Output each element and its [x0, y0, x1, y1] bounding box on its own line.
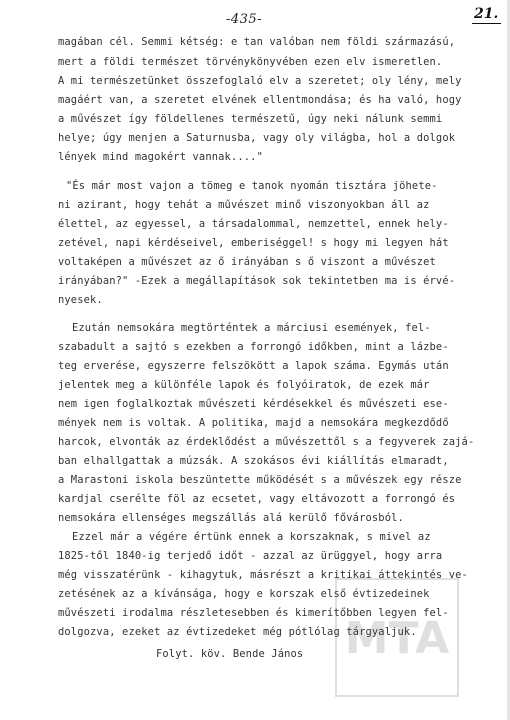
- body-line: teg erverése, egyszerre felszökött a lapok száma. Egymás után: [58, 360, 449, 372]
- body-line: művészeti irodalma részletesebben és kimerítőbben legyen fel-: [58, 607, 449, 619]
- body-line: harcok, elvonták az érdeklődést a művészettől s a fegyverek zajá-: [58, 436, 475, 448]
- body-line: dolgozva, ezeket az évtizedeket még pótlólag tárgyaljuk.: [58, 626, 417, 638]
- body-line: a művészet így földellenes természetű, úgy neki nálunk semmi: [58, 113, 443, 125]
- body-line: ban elhallgattak a múzsák. A szokásos évi kiállítás elmaradt,: [58, 455, 449, 467]
- body-line: Ezzel már a végére értünk ennek a korszaknak, s mivel az: [72, 531, 431, 543]
- body-line: még visszatérünk - kihagytuk, másrészt a kritikai áttekintés ve-: [58, 569, 468, 581]
- body-line: irányában?" -Ezek a megállapítások sok tekintetben ma is érvé-: [58, 275, 456, 287]
- body-line: lények mind magokért vannak....": [58, 151, 263, 163]
- body-line: magáért van, a szeretet elvének ellentmondása; és ha való, hogy: [58, 94, 462, 106]
- body-line: zetésének az a kívánsága, hogy e korszak első évtizedeinek: [58, 588, 430, 600]
- body-line: 1825-től 1840-ig terjedő időt - azzal az ürüggyel, hogy arra: [58, 550, 443, 562]
- body-line: élettel, az egyessel, a társadalommal, nemzettel, ennek hely-: [58, 218, 449, 230]
- body-line: jelentek meg a különféle lapok és folyóiratok, de ezek már: [58, 379, 430, 391]
- body-line: magában cél. Semmi kétség: e tan valóban nem földi származású,: [58, 36, 456, 48]
- body-line: A mi természetünket összefoglaló elv a szeretet; oly lény, mely: [58, 75, 462, 87]
- page-number: -435-: [226, 12, 263, 27]
- folio-number: 21.: [472, 6, 501, 24]
- body-line: zetével, napi kérdéseivel, emberiséggel! s hogy mi legyen hát: [58, 237, 449, 249]
- body-line: szabadult a sajtó s ezekben a forrongó időkben, mint a lázbe-: [58, 341, 449, 353]
- library-stamp: [332, 575, 462, 700]
- body-line: mények nem is voltak. A politika, majd a nemsokára megkezdődő: [58, 417, 449, 429]
- body-line: helye; úgy menjen a Saturnusba, vagy oly világba, hol a dolgok: [58, 132, 456, 144]
- body-line: Ezután nemsokára megtörténtek a márciusi események, fel-: [72, 322, 431, 334]
- body-line: "És már most vajon a tömeg e tanok nyomán tisztára jöhete-: [66, 180, 438, 192]
- body-line: ni azirant, hogy tehát a művészet minő viszonyokban áll az: [58, 199, 430, 211]
- body-line: nyesek.: [58, 294, 103, 306]
- stamp-text: MTA: [344, 613, 450, 664]
- body-line: voltaképen a művészet az ő irányában s ő viszont a művészet: [58, 256, 436, 268]
- body-line: a Marastoni iskola beszüntette működését s a művészek egy része: [58, 474, 462, 486]
- body-line: nem igen foglalkoztak művészeti kérdésekkel és művészeti ese-: [58, 398, 449, 410]
- continuation-signature: Folyt. köv. Bende János: [156, 648, 304, 660]
- body-line: nemsokára ellenséges megszállás alá kerülő fővárosból.: [58, 512, 404, 524]
- body-line: kardjal cserélte föl az ecsetet, vagy eltávozott a forrongó és: [58, 493, 456, 505]
- body-line: mert a földi természet törvénykönyvében ezen elv ismeretlen.: [58, 56, 443, 68]
